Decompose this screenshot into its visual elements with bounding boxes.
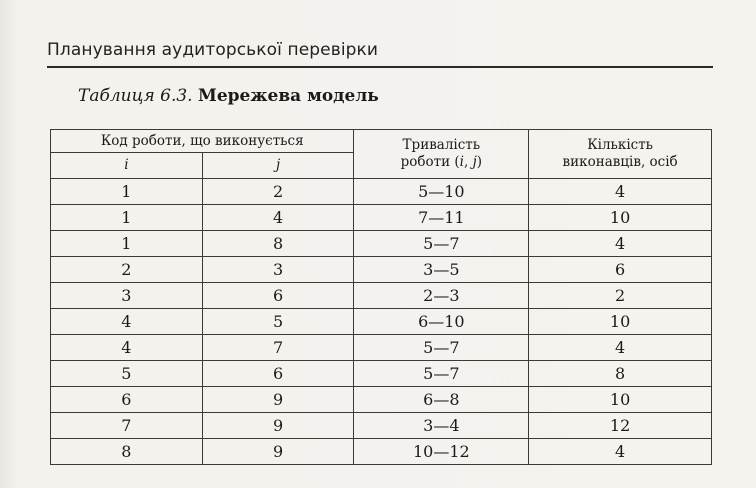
cell-j: 7 bbox=[202, 335, 354, 361]
cell-j: 5 bbox=[202, 309, 354, 335]
cell-j: 9 bbox=[202, 439, 354, 465]
caption-label: Таблиця 6.3. bbox=[78, 86, 193, 106]
cell-i: 7 bbox=[51, 413, 203, 439]
table-row bbox=[51, 283, 712, 309]
header-duration-line2 bbox=[354, 154, 528, 171]
cell-performers: 4 bbox=[529, 439, 712, 465]
running-header: Планування аудиторської перевірки bbox=[47, 40, 379, 60]
header-duration-j: j bbox=[472, 154, 477, 170]
table-row bbox=[51, 361, 712, 387]
table-row bbox=[51, 413, 712, 439]
table-row bbox=[51, 335, 712, 361]
table-body bbox=[51, 179, 712, 465]
header-duration bbox=[354, 130, 529, 179]
header-duration-prefix: роботи ( bbox=[400, 154, 460, 170]
header-duration-suffix: ) bbox=[476, 154, 483, 170]
cell-j: 6 bbox=[202, 283, 354, 309]
cell-i: 4 bbox=[51, 309, 203, 335]
table-row bbox=[51, 205, 712, 231]
cell-performers: 4 bbox=[529, 335, 712, 361]
cell-duration: 5—7 bbox=[354, 231, 529, 257]
cell-performers: 8 bbox=[529, 361, 712, 387]
caption-title: Мережева модель bbox=[198, 86, 379, 106]
table-row bbox=[51, 387, 712, 413]
table-row bbox=[51, 309, 712, 335]
header-performers-line2: виконавців, осіб bbox=[562, 154, 678, 170]
cell-performers: 10 bbox=[529, 205, 712, 231]
cell-performers: 10 bbox=[529, 387, 712, 413]
cell-j: 8 bbox=[202, 231, 354, 257]
cell-i: 1 bbox=[51, 231, 203, 257]
header-j: j bbox=[202, 153, 354, 179]
table-row bbox=[51, 179, 712, 205]
header-i: i bbox=[51, 153, 203, 179]
cell-performers: 10 bbox=[529, 309, 712, 335]
table-caption bbox=[78, 86, 379, 106]
cell-j: 9 bbox=[202, 413, 354, 439]
cell-j: 2 bbox=[202, 179, 354, 205]
header-rule bbox=[47, 66, 713, 68]
cell-i: 1 bbox=[51, 205, 203, 231]
cell-i: 2 bbox=[51, 257, 203, 283]
cell-i: 8 bbox=[51, 439, 203, 465]
header-duration-sep: , bbox=[464, 154, 473, 170]
cell-duration: 3—5 bbox=[354, 257, 529, 283]
header-performers bbox=[529, 130, 712, 179]
cell-j: 3 bbox=[202, 257, 354, 283]
table-row bbox=[51, 257, 712, 283]
cell-duration: 5—10 bbox=[354, 179, 529, 205]
header-duration-i: i bbox=[459, 154, 464, 170]
cell-duration: 7—11 bbox=[354, 205, 529, 231]
cell-i: 5 bbox=[51, 361, 203, 387]
cell-performers: 2 bbox=[529, 283, 712, 309]
cell-performers: 6 bbox=[529, 257, 712, 283]
cell-duration: 6—10 bbox=[354, 309, 529, 335]
cell-duration: 5—7 bbox=[354, 361, 529, 387]
cell-i: 3 bbox=[51, 283, 203, 309]
cell-j: 6 bbox=[202, 361, 354, 387]
cell-performers: 4 bbox=[529, 179, 712, 205]
header-work-code: Код роботи, що виконується bbox=[51, 130, 354, 153]
cell-performers: 4 bbox=[529, 231, 712, 257]
cell-i: 4 bbox=[51, 335, 203, 361]
table-row bbox=[51, 439, 712, 465]
cell-j: 4 bbox=[202, 205, 354, 231]
cell-i: 1 bbox=[51, 179, 203, 205]
cell-i: 6 bbox=[51, 387, 203, 413]
table-row bbox=[51, 231, 712, 257]
cell-duration: 5—7 bbox=[354, 335, 529, 361]
cell-j: 9 bbox=[202, 387, 354, 413]
header-duration-line1: Тривалість bbox=[402, 137, 481, 153]
cell-duration: 10—12 bbox=[354, 439, 529, 465]
header-performers-line1: Кількість bbox=[587, 137, 654, 153]
cell-performers: 12 bbox=[529, 413, 712, 439]
cell-duration: 3—4 bbox=[354, 413, 529, 439]
cell-duration: 6—8 bbox=[354, 387, 529, 413]
network-model-table bbox=[50, 129, 712, 465]
cell-duration: 2—3 bbox=[354, 283, 529, 309]
